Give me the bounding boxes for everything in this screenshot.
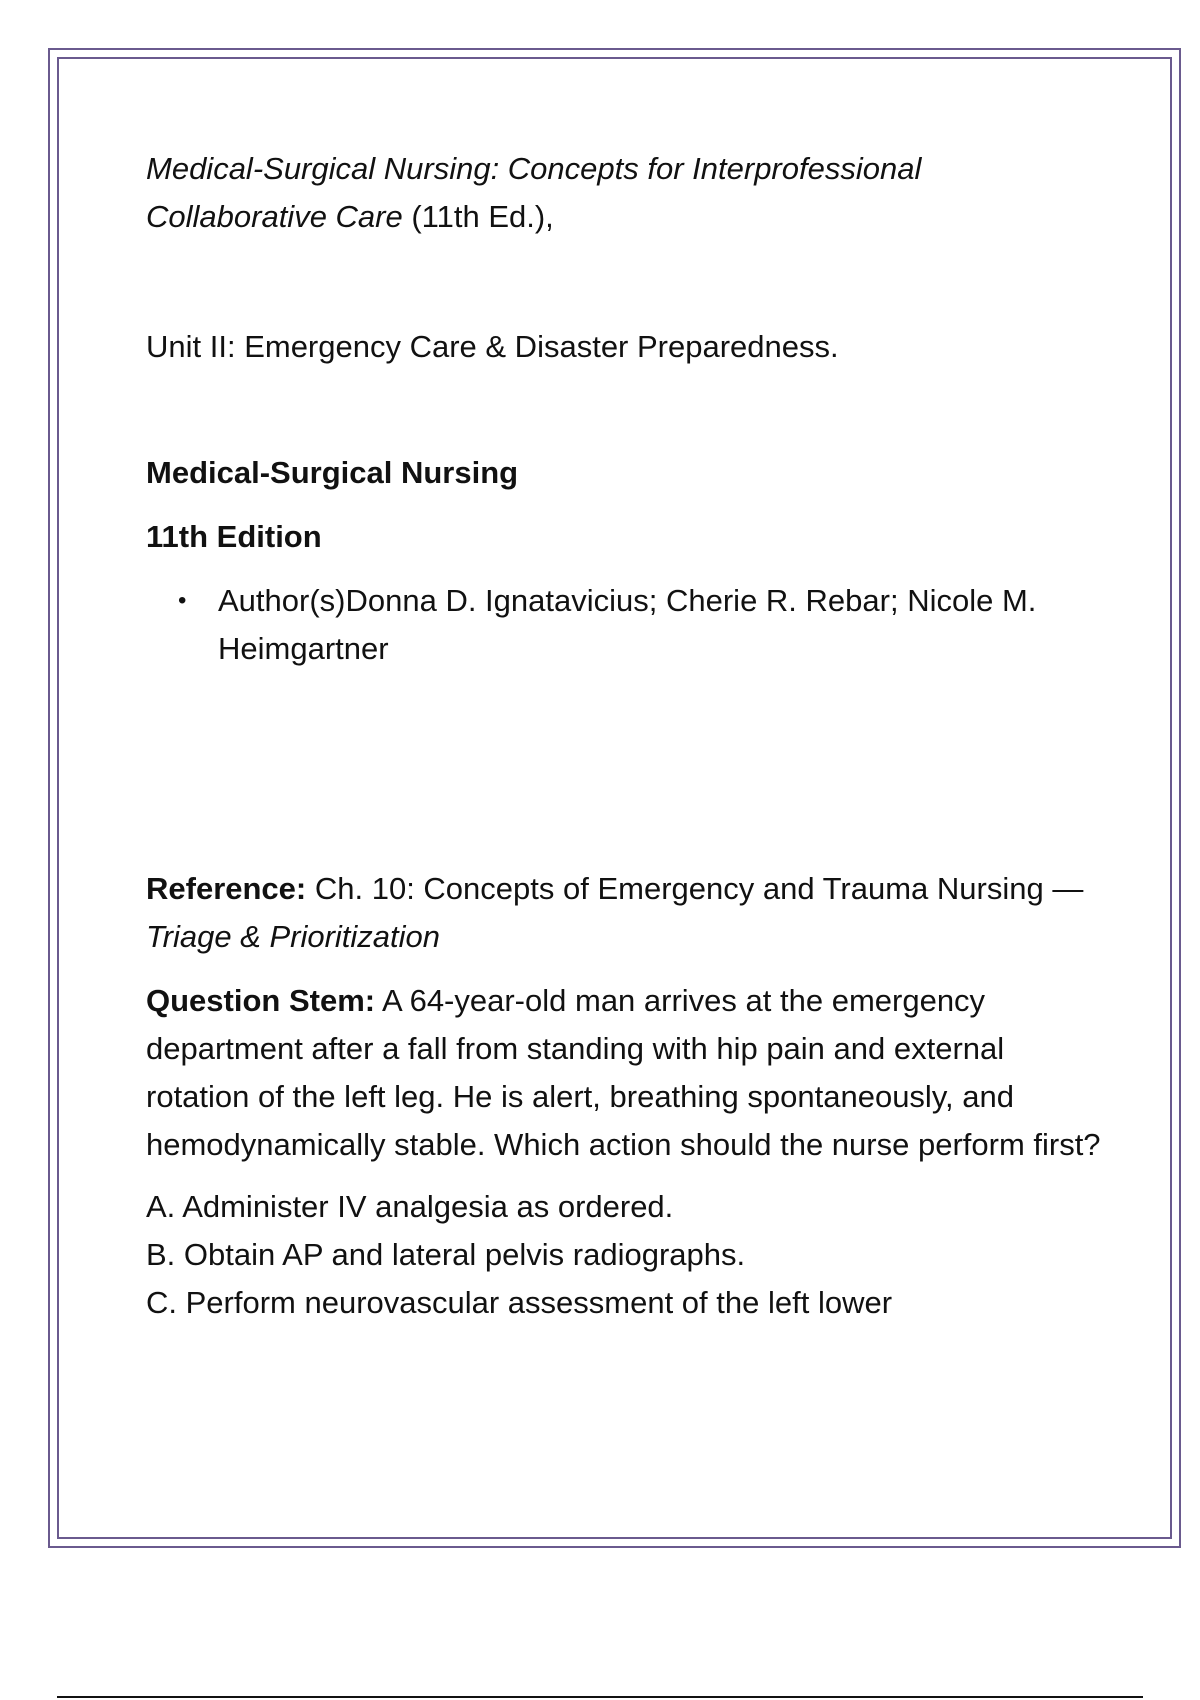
question-stem-text: A 64-year-old man arrives at the emergency department after a fall from standing with hip pain and external rotation of the left leg. He is alert, breathing spontaneously, and hemodynamically stable. Which action should the nurse perform first?	[146, 983, 1101, 1162]
book-name: Medical-Surgical Nursing	[146, 455, 519, 490]
answer-option-b: B. Obtain AP and lateral pelvis radiographs.	[146, 1237, 746, 1272]
question-stem-label: Question Stem:	[146, 983, 376, 1018]
footer-rule	[57, 1696, 1143, 1698]
reference-topic: Triage & Prioritization	[146, 919, 441, 954]
answer-option-c: C. Perform neurovascular assessment of the left lower	[146, 1285, 893, 1320]
question-stem	[146, 977, 1106, 1169]
author-list	[146, 577, 1106, 673]
reference-label: Reference:	[146, 871, 307, 906]
reference-text: Ch. 10: Concepts of Emergency and Trauma Nursing —	[306, 871, 1084, 906]
unit-heading: Unit II: Emergency Care & Disaster Preparedness.	[146, 329, 839, 364]
citation	[146, 145, 1106, 241]
reference	[146, 865, 1106, 961]
citation-title: Medical-Surgical Nursing: Concepts for Interprofessional Collaborative Care	[146, 151, 922, 234]
book-edition: 11th Edition	[146, 519, 322, 554]
citation-edition: (11th Ed.),	[402, 199, 554, 234]
list-item	[146, 577, 1106, 673]
document-content	[146, 145, 1106, 1327]
answer-options	[146, 1183, 1106, 1327]
bullet-icon: •	[178, 587, 187, 614]
answer-option-a: A. Administer IV analgesia as ordered.	[146, 1189, 674, 1224]
authors-text: Author(s)Donna D. Ignatavicius; Cherie R. Rebar; Nicole M. Heimgartner	[218, 583, 1037, 666]
